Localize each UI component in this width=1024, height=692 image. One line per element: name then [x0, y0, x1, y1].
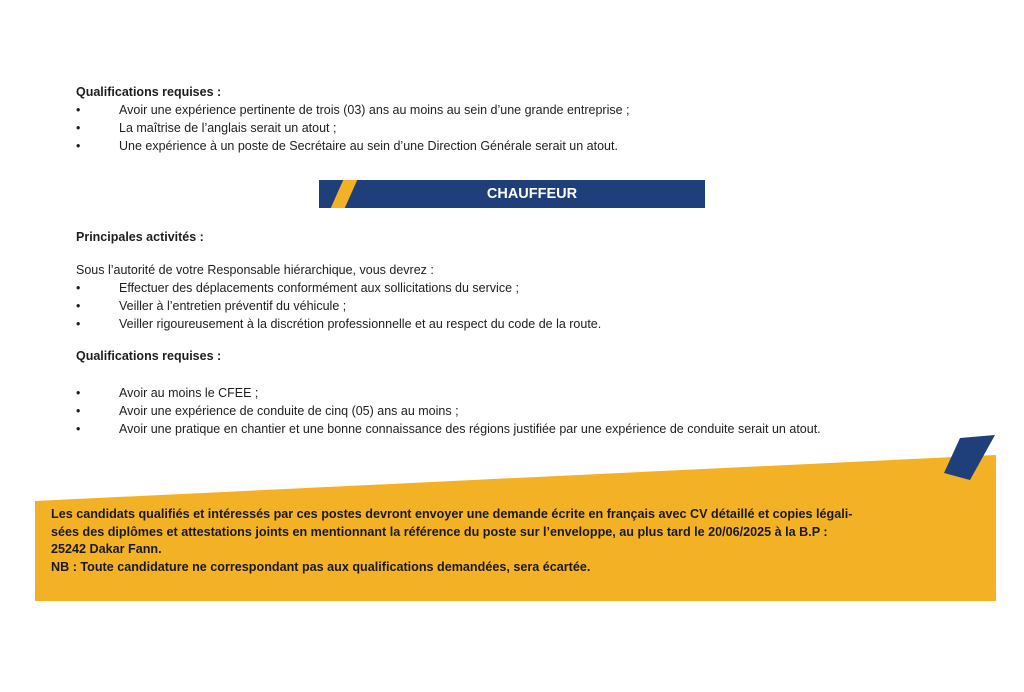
bullet: •	[76, 404, 81, 418]
list-item: • Une expérience à un poste de Secrétaire au sein d’une Direction Générale serait un atout.	[76, 139, 618, 153]
bullet: •	[76, 103, 81, 117]
list-item: • Veiller à l’entretien préventif du véhicule ;	[76, 299, 347, 313]
list-item: • Avoir une pratique en chantier et une bonne connaissance des régions justifiée par une expérience de conduite serait un atout.	[76, 422, 821, 436]
notice-line: sées des diplômes et attestations joints en mentionnant la référence du poste sur l’enveloppe, au plus tard le 20/06/2025 à la B.P :	[51, 524, 828, 539]
list-item: • Effectuer des déplacements conformément aux sollicitations du service ;	[76, 281, 519, 295]
list-item: • Avoir une expérience pertinente de trois (03) ans au moins au sein d’une grande entreprise ;	[76, 103, 630, 117]
notice-line: Les candidats qualifiés et intéressés par ces postes devront envoyer une demande écrite en français avec CV détaillé et copies légali-	[51, 507, 853, 521]
activities-heading: Principales activités :	[76, 230, 204, 244]
qualifications-heading: Qualifications requises :	[76, 349, 222, 363]
bullet: •	[76, 139, 81, 153]
banner-title: CHAUFFEUR	[486, 186, 578, 202]
activities-intro: Sous l’autorité de votre Responsable hiérarchique, vous devrez :	[76, 263, 434, 277]
notice-line: 25242 Dakar Fann.	[51, 542, 162, 556]
bullet: •	[76, 317, 81, 331]
top-qualifications-heading: Qualifications requises :	[76, 85, 222, 99]
notice-nb-line: NB : Toute candidature ne correspondant pas aux qualifications demandées, sera écartée.	[51, 559, 591, 574]
application-notice	[51, 506, 981, 576]
bullet: •	[76, 422, 81, 436]
bullet: •	[76, 299, 81, 313]
bullet: •	[76, 121, 81, 135]
bullet: •	[76, 386, 81, 400]
list-item: • Veiller rigoureusement à la discrétion professionnelle et au respect du code de la route.	[76, 317, 602, 331]
bullet: •	[76, 281, 81, 295]
list-item: • Avoir au moins le CFEE ;	[76, 386, 259, 400]
list-item: • La maîtrise de l’anglais serait un atout ;	[76, 121, 337, 135]
list-item: • Avoir une expérience de conduite de cinq (05) ans au moins ;	[76, 404, 459, 418]
